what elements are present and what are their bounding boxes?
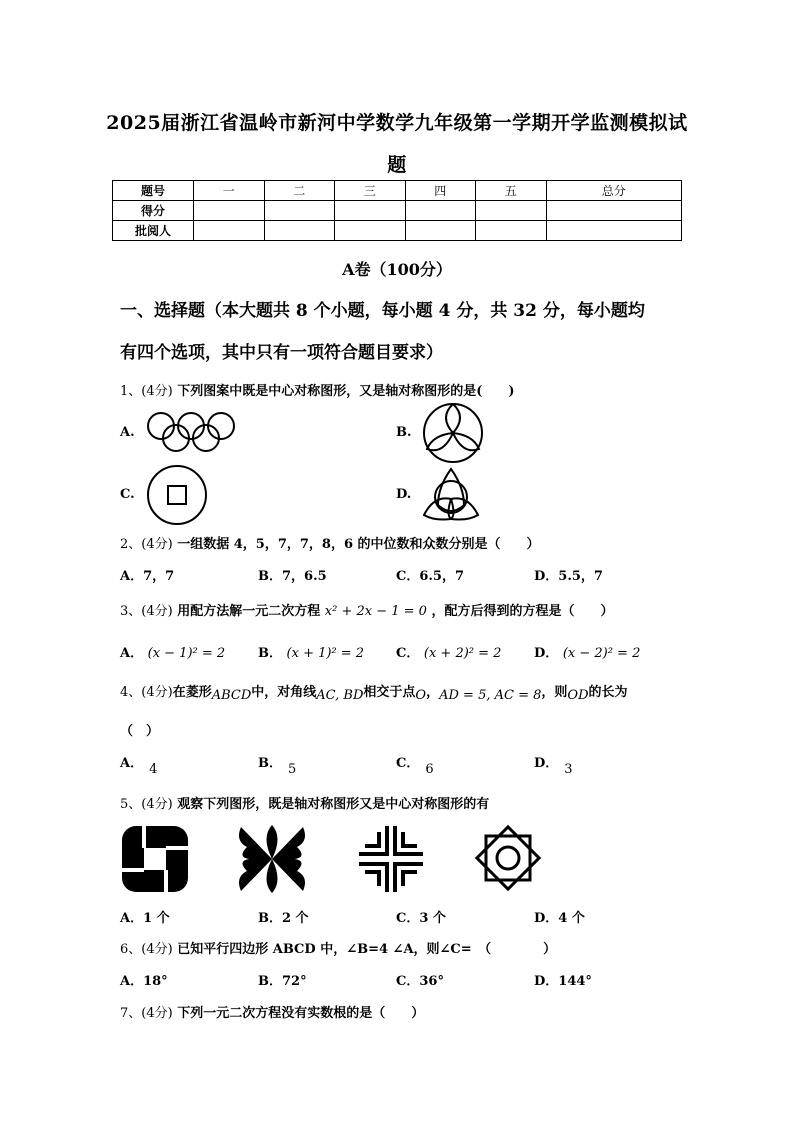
score-table-header: 题号 bbox=[113, 181, 194, 201]
q4-option-a[interactable] bbox=[120, 752, 158, 777]
score-cell[interactable] bbox=[264, 201, 335, 221]
maze-arm-5 bbox=[365, 832, 379, 846]
grader-cell[interactable] bbox=[405, 221, 476, 241]
coin-square-hole bbox=[168, 486, 186, 504]
q6-option-a[interactable]: A．18° bbox=[120, 974, 168, 989]
circle-three-leaf-figure bbox=[421, 403, 485, 463]
q5-option-a[interactable]: A．1 个 bbox=[120, 911, 170, 926]
option-label: B． bbox=[258, 756, 282, 771]
question-2 bbox=[120, 533, 540, 552]
option-equation: (x + 2)² = 2 bbox=[423, 646, 502, 661]
question-text: 的长为 bbox=[588, 685, 628, 700]
option-value: 6 bbox=[425, 762, 434, 777]
question-4 bbox=[120, 681, 628, 703]
q4-answer-paren: （ ） bbox=[120, 724, 160, 739]
coin-outline bbox=[148, 466, 206, 524]
maze-arm-8 bbox=[403, 872, 417, 886]
q4-option-b[interactable] bbox=[258, 752, 297, 777]
question-text: ，配方后得到的方程是（ ） bbox=[431, 604, 614, 619]
question-5 bbox=[120, 793, 489, 812]
q3-option-a[interactable] bbox=[120, 642, 225, 661]
q2-option-d[interactable]: D．5.5，7 bbox=[534, 569, 603, 584]
math-term: AC, BD bbox=[316, 688, 364, 703]
score-table-header: 四 bbox=[405, 181, 476, 201]
q1-option-c-label[interactable]: C. bbox=[120, 487, 135, 502]
q1-option-d-label[interactable]: D. bbox=[396, 487, 412, 502]
score-table-header: 三 bbox=[335, 181, 406, 201]
star-center bbox=[497, 847, 519, 869]
question-text: 已知平行四边形 ABCD 中，∠B=4 ∠A，则∠C= （ ） bbox=[177, 942, 557, 957]
score-table-header-row bbox=[113, 181, 682, 201]
q1-option-a-label[interactable]: A. bbox=[120, 425, 135, 440]
score-cell[interactable] bbox=[335, 201, 406, 221]
grader-cell[interactable] bbox=[194, 221, 265, 241]
score-cell[interactable] bbox=[405, 201, 476, 221]
grader-cell[interactable] bbox=[476, 221, 547, 241]
option-label: D． bbox=[534, 756, 559, 771]
question-3 bbox=[120, 600, 613, 619]
score-row-label: 得分 bbox=[113, 201, 194, 221]
knot-leaf-bottom bbox=[267, 859, 278, 893]
question-text: 一组数据 4，5，7，7，8，6 的中位数和众数分别是（ ） bbox=[177, 537, 540, 552]
option-equation: (x − 2)² = 2 bbox=[562, 646, 641, 661]
triquetra-circle-figure bbox=[420, 465, 482, 523]
math-term: AD = 5, AC = 8 bbox=[439, 688, 542, 703]
question-number: 7、(4分) bbox=[120, 1006, 173, 1021]
volume-title: A卷（100分） bbox=[342, 260, 452, 279]
question-6 bbox=[120, 938, 556, 957]
q2-option-b[interactable]: B．7，6.5 bbox=[258, 569, 327, 584]
option-value: 3 bbox=[564, 762, 573, 777]
q3-option-c[interactable] bbox=[396, 642, 501, 661]
question-7 bbox=[120, 1002, 424, 1021]
score-table bbox=[112, 180, 682, 241]
maze-arm-3 bbox=[359, 864, 387, 892]
option-label: B． bbox=[258, 646, 282, 661]
question-number: 1、(4分) bbox=[120, 384, 173, 399]
score-table-row-score bbox=[113, 201, 682, 221]
question-text: 中，对角线 bbox=[251, 685, 317, 700]
question-number: 3、(4分) bbox=[120, 604, 173, 619]
option-label: C． bbox=[396, 646, 420, 661]
score-table-header: 二 bbox=[264, 181, 335, 201]
question-text: ，则 bbox=[541, 685, 568, 700]
math-term: O bbox=[415, 688, 427, 703]
question-1 bbox=[120, 380, 515, 399]
question-text: 观察下列图形，既是轴对称图形又是中心对称图形的有 bbox=[177, 797, 490, 812]
question-text: 相交于点 bbox=[363, 685, 416, 700]
four-leaf-knot-figure bbox=[235, 823, 309, 895]
score-cell[interactable] bbox=[194, 201, 265, 221]
q3-option-d[interactable] bbox=[534, 642, 640, 661]
q5-option-d[interactable]: D．4 个 bbox=[534, 911, 585, 926]
option-value: 5 bbox=[288, 762, 297, 777]
score-cell[interactable] bbox=[476, 201, 547, 221]
grader-cell[interactable] bbox=[264, 221, 335, 241]
question-number: 5、(4分) bbox=[120, 797, 173, 812]
question-number: 4、(4分) bbox=[120, 685, 173, 700]
score-cell[interactable] bbox=[546, 201, 682, 221]
grader-cell[interactable] bbox=[335, 221, 406, 241]
section1-heading-line1: 一、选择题（本大题共 8 个小题，每小题 4 分，共 32 分，每小题均 bbox=[120, 301, 645, 321]
ancient-coin-figure bbox=[145, 464, 209, 526]
q6-option-c[interactable]: C．36° bbox=[396, 974, 444, 989]
q6-option-b[interactable]: B．72° bbox=[258, 974, 307, 989]
option-label: D． bbox=[534, 646, 559, 661]
question-text: 下列图案中既是中心对称图形，又是轴对称图形的是( ) bbox=[177, 384, 515, 399]
eight-point-star-figure bbox=[472, 822, 544, 894]
q5-option-b[interactable]: B．2 个 bbox=[258, 911, 309, 926]
math-term: ABCD bbox=[211, 688, 252, 703]
score-table-row-grader bbox=[113, 221, 682, 241]
q3-option-b[interactable] bbox=[258, 642, 364, 661]
option-label: A． bbox=[120, 646, 144, 661]
option-label: A． bbox=[120, 756, 144, 771]
option-equation: (x − 1)² = 2 bbox=[147, 646, 226, 661]
maze-arm-1 bbox=[359, 826, 387, 854]
logo-hole bbox=[144, 848, 166, 870]
leaf-right bbox=[453, 433, 479, 450]
section1-heading-line2: 有四个选项，其中只有一项符合题目要求） bbox=[120, 343, 443, 363]
maze-arm-2 bbox=[395, 826, 423, 854]
question-number: 2、(4分) bbox=[120, 537, 173, 552]
leaf-left bbox=[427, 433, 453, 450]
q1-option-b-label[interactable]: B. bbox=[396, 425, 412, 440]
olympic-rings-figure bbox=[143, 410, 238, 452]
grader-row-label: 批阅人 bbox=[113, 221, 194, 241]
triquetra-top bbox=[438, 469, 464, 511]
score-table-header: 一 bbox=[194, 181, 265, 201]
question-number: 6、(4分) bbox=[120, 942, 173, 957]
question-text: 在菱形 bbox=[172, 685, 212, 700]
maze-arm-4 bbox=[395, 864, 423, 892]
exam-title-line1: 2025届浙江省温岭市新河中学数学九年级第一学期开学监测模拟试 bbox=[106, 112, 688, 134]
leaf-top bbox=[446, 404, 460, 433]
bank-logo-figure bbox=[120, 824, 190, 894]
question-text: 下列一元二次方程没有实数根的是（ ） bbox=[177, 1006, 425, 1021]
option-value: 4 bbox=[149, 762, 158, 777]
grader-cell[interactable] bbox=[546, 221, 682, 241]
score-table-header: 总分 bbox=[546, 181, 682, 201]
option-label: C． bbox=[396, 756, 420, 771]
score-table-header: 五 bbox=[476, 181, 547, 201]
q6-option-d[interactable]: D．144° bbox=[534, 974, 592, 989]
exam-title-line2: 题 bbox=[387, 154, 407, 176]
option-equation: (x + 1)² = 2 bbox=[286, 646, 365, 661]
question-text: 用配方法解一元二次方程 bbox=[177, 604, 321, 619]
q2-option-a[interactable]: A．7，7 bbox=[120, 569, 175, 584]
q2-option-c[interactable]: C．6.5，7 bbox=[396, 569, 465, 584]
question-text: ， bbox=[426, 685, 440, 700]
equation: x² + 2x − 1 = 0 bbox=[324, 604, 427, 619]
maze-arm-7 bbox=[365, 872, 379, 886]
q4-option-d[interactable] bbox=[534, 752, 573, 777]
q5-option-c[interactable]: C．3 个 bbox=[396, 911, 446, 926]
knot-leaf-top bbox=[267, 825, 278, 859]
math-term: OD bbox=[567, 688, 589, 703]
maze-arm-6 bbox=[403, 832, 417, 846]
q4-option-c[interactable] bbox=[396, 752, 434, 777]
inner-circle bbox=[435, 481, 467, 513]
cross-maze-figure bbox=[357, 824, 425, 894]
